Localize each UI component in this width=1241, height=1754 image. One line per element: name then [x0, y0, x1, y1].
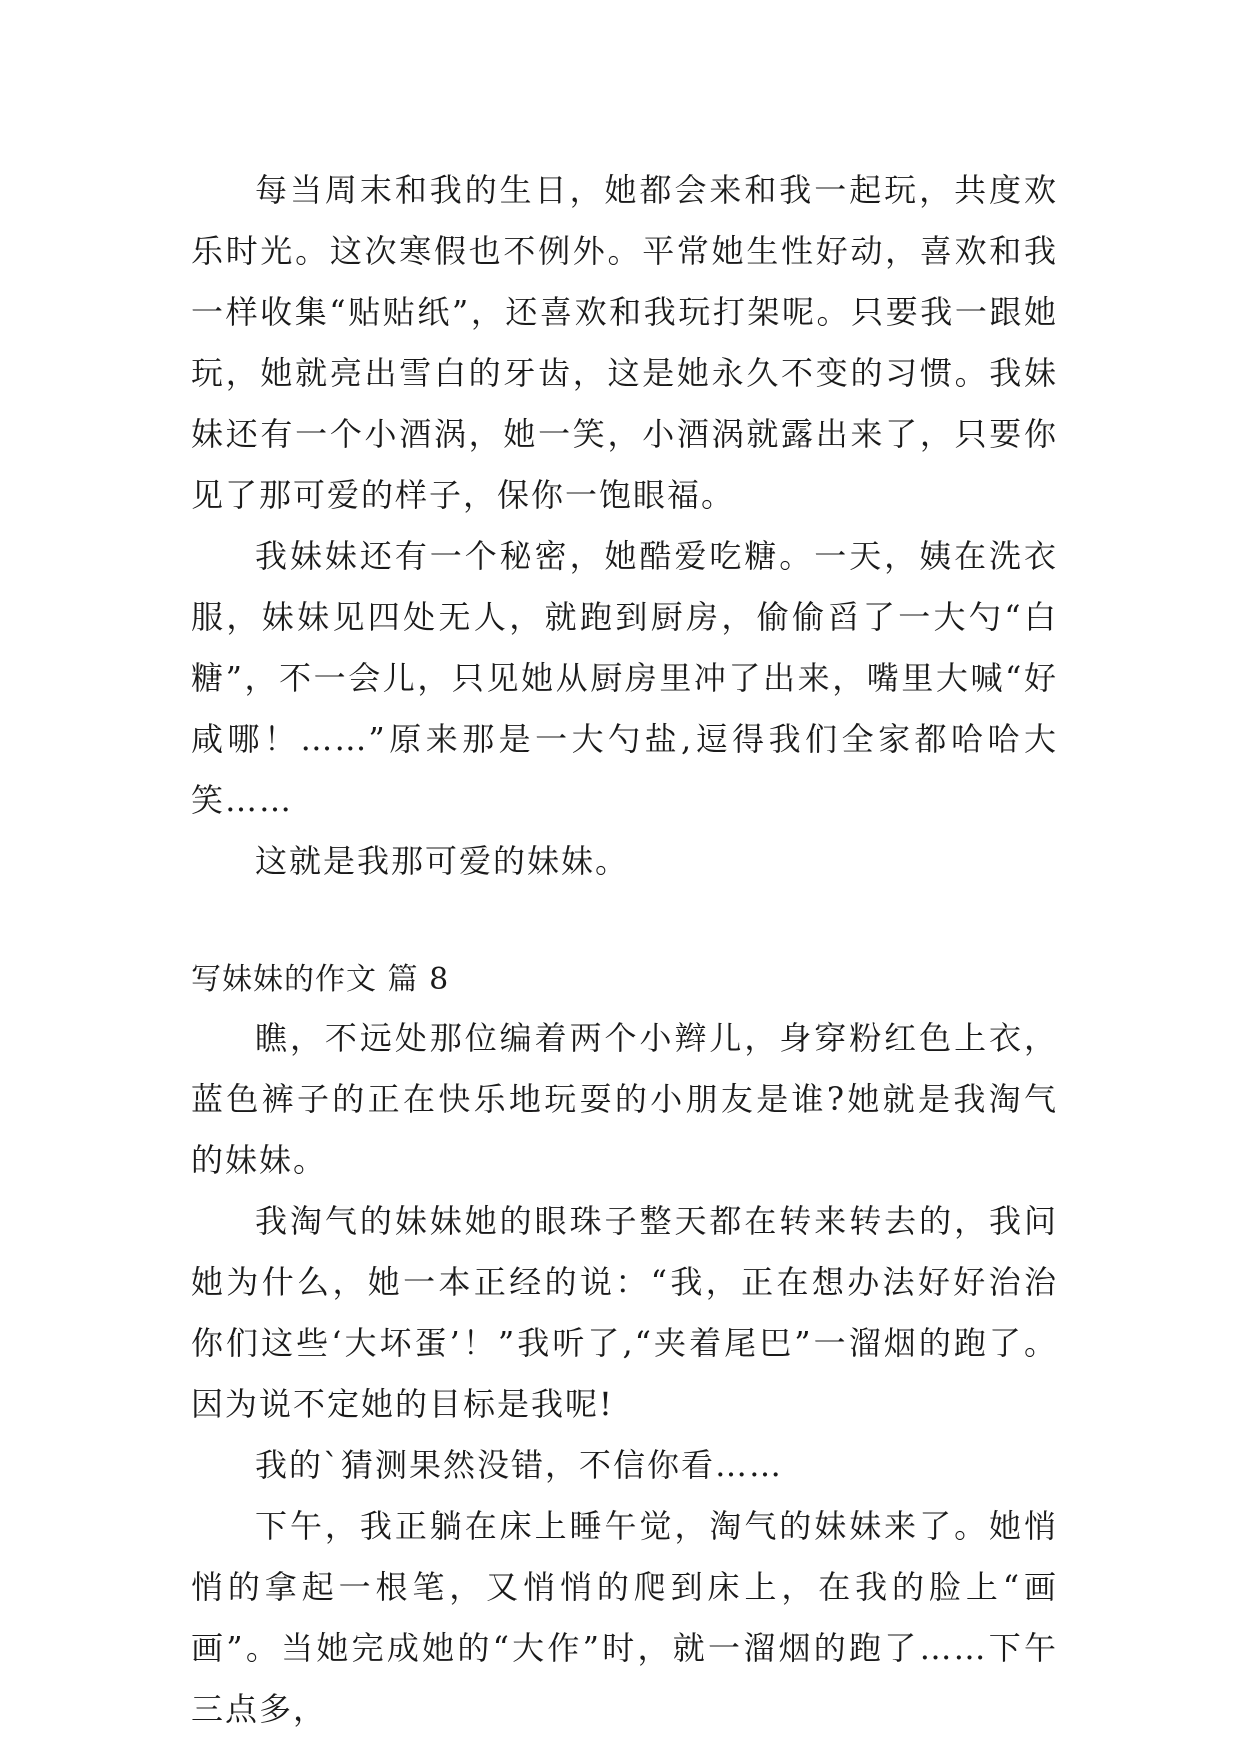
- section-heading: 写妹妹的作文 篇 8: [191, 962, 450, 997]
- paragraph-6: 我的`猜测果然没错，不信你看……: [255, 1446, 784, 1484]
- paragraph-5: 我淘气的妹妹她的眼珠子整天都在转来转去的，我问她为什么，她一本正经的说：“我，正在想办法好好治治你们这些‘大坏蛋’！”我听了,“夹着尾巴”一溜烟的跑了。因为说不定她的目标是我呢!: [191, 1202, 1058, 1423]
- paragraph-3: 这就是我那可爱的妹妹。: [255, 842, 630, 880]
- paragraph-1: 每当周末和我的生日，她都会来和我一起玩，共度欢乐时光。这次寒假也不例外。平常她生性好动，喜欢和我一样收集“贴贴纸”，还喜欢和我玩打架呢。只要我一跟她玩，她就亮出雪白的牙齿，这是她永久不变的习惯。我妹妹还有一个小酒涡，她一笑，小酒涡就露出来了，只要你见了那可爱的样子，保你一饱眼福。: [191, 171, 1058, 514]
- essay-body: [191, 160, 1058, 1740]
- paragraph-2: 我妹妹还有一个秘密，她酷爱吃糖。一天，姨在洗衣服，妹妹见四处无人，就跑到厨房，偷偷舀了一大勺“白糖”，不一会儿，只见她从厨房里冲了出来，嘴里大喊“好咸哪！……”原来那是一大勺盐,逗得我们全家都哈哈大笑……: [191, 537, 1058, 819]
- paragraph-4: 瞧，不远处那位编着两个小辫儿，身穿粉红色上衣，蓝色裤子的正在快乐地玩耍的小朋友是谁?她就是我淘气的妹妹。: [191, 1019, 1058, 1179]
- paragraph-7: 下午，我正躺在床上睡午觉，淘气的妹妹来了。她悄悄的拿起一根笔，又悄悄的爬到床上，在我的脸上“画画”。当她完成她的“大作”时，就一溜烟的跑了……下午三点多，: [191, 1507, 1058, 1728]
